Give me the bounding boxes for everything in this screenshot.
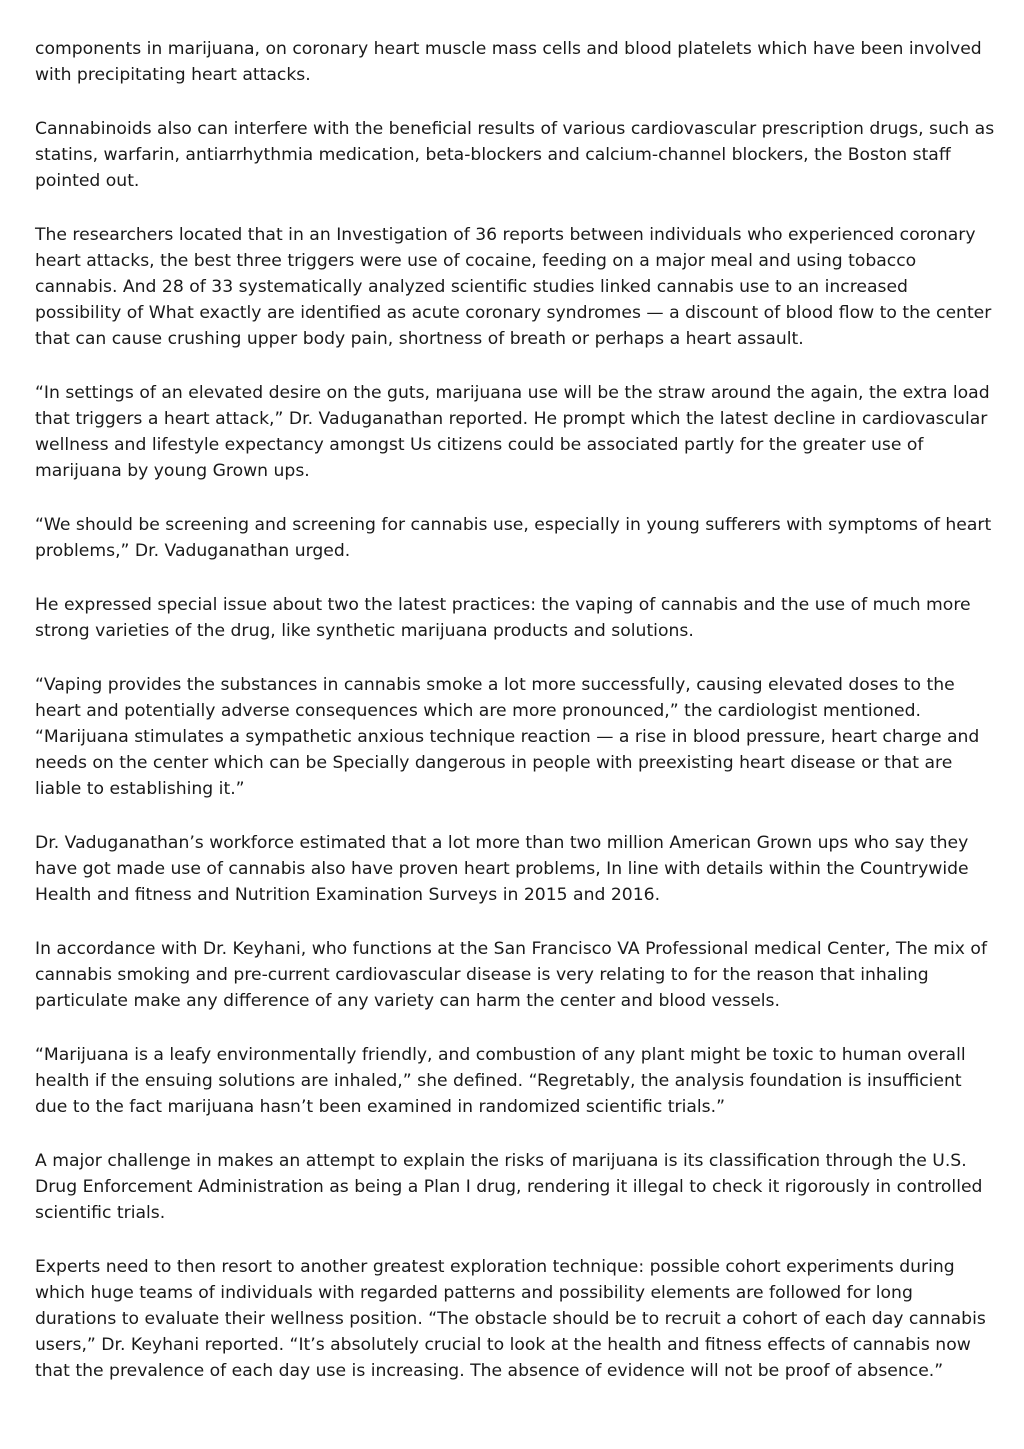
article-body (35, 36, 995, 1412)
paragraph-7: “Vaping provides the substances in cannabis smoke a lot more successfully, causing elevated doses to the heart and potentially adverse consequences which are more pronounced,” the cardiologist mentioned. “Marijuana stimulates a sympathetic anxious technique reaction — a rise in blood pressure, heart charge and needs on the center which can be Specially dangerous in people with preexisting heart disease or that are liable to establishing it.” (35, 675, 980, 799)
paragraph-2: Cannabinoids also can interfere with the beneficial results of various cardiovascular prescription drugs, such as statins, warfarin, antiarrhythmia medication, beta-blockers and calcium-channel blockers, the Boston staff pointed out. (35, 119, 995, 191)
paragraph-1: components in marijuana, on coronary heart muscle mass cells and blood platelets which have been involved with precipitating heart attacks. (35, 39, 982, 85)
paragraph-8: Dr. Vaduganathan’s workforce estimated that a lot more than two million American Grown ups who say they have got made use of cannabis also have proven heart problems, In line with details within the Countrywide Health and fitness and Nutrition Examination Surveys in 2015 and 2016. (35, 833, 969, 905)
paragraph-4: “In settings of an elevated desire on the guts, marijuana use will be the straw around the again, the extra load that triggers a heart attack,” Dr. Vaduganathan reported. He prompt which the latest decline in cardiovascular wellness and lifestyle expectancy amongst Us citizens could be associated partly for the greater use of marijuana by young Grown ups. (35, 383, 990, 481)
paragraph-5: “We should be screening and screening for cannabis use, especially in young sufferers with symptoms of heart problems,” Dr. Vaduganathan urged. (35, 515, 992, 561)
paragraph-10: “Marijuana is a leafy environmentally friendly, and combustion of any plant might be toxic to human overall health if the ensuing solutions are inhaled,” she defined. “Regretably, the analysis foundation is insufficient due to the fact marijuana hasn’t been examined in randomized scientific trials.” (35, 1045, 966, 1117)
paragraph-6: He expressed special issue about two the latest practices: the vaping of cannabis and the use of much more strong varieties of the drug, like synthetic marijuana products and solutions. (35, 595, 971, 641)
paragraph-11: A major challenge in makes an attempt to explain the risks of marijuana is its classification through the U.S. Drug Enforcement Administration as being a Plan I drug, rendering it illegal to check it rigorously in controlled scientific trials. (35, 1151, 983, 1223)
paragraph-3: The researchers located that in an Investigation of 36 reports between individuals who experienced coronary heart attacks, the best three triggers were use of cocaine, feeding on a major meal and using tobacco cannabis. And 28 of 33 systematically analyzed scientific studies linked cannabis use to an increased possibility of What exactly are identified as acute coronary syndromes — a discount of blood flow to the center that can cause crushing upper body pain, shortness of breath or perhaps a heart assault. (35, 225, 992, 349)
paragraph-9: In accordance with Dr. Keyhani, who functions at the San Francisco VA Professional medical Center, The mix of cannabis smoking and pre-current cardiovascular disease is very relating to for the reason that inhaling particulate make any difference of any variety can harm the center and blood vessels. (35, 939, 987, 1011)
paragraph-12: Experts need to then resort to another greatest exploration technique: possible cohort experiments during which huge teams of individuals with regarded patterns and possibility elements are followed for long durations to evaluate their wellness position. “The obstacle should be to recruit a cohort of each day cannabis users,” Dr. Keyhani reported. “It’s absolutely crucial to look at the health and fitness effects of cannabis now that the prevalence of each day use is increasing. The absence of evidence will not be proof of absence.” (35, 1257, 986, 1381)
